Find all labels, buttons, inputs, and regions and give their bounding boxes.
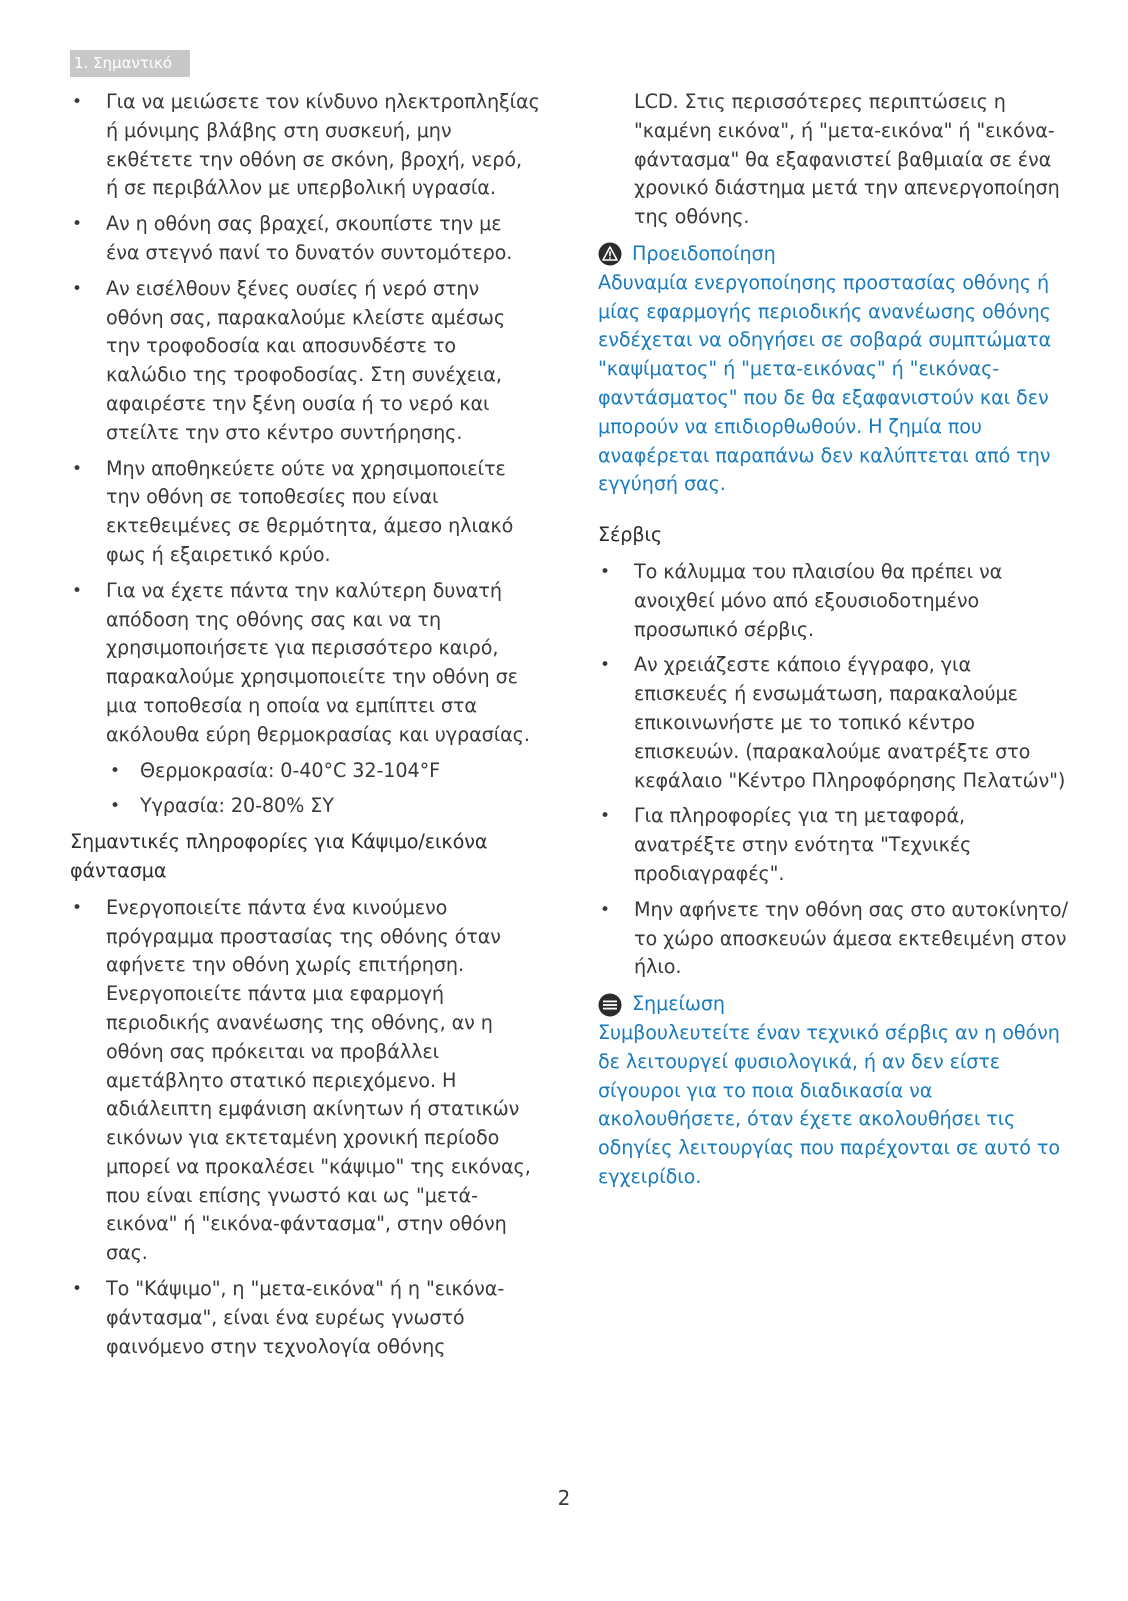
list-item: • Για να μειώσετε τον κίνδυνο ηλεκτροπληξίας ή μόνιμης βλάβης στη συσκευή, μην εκθέτετε την οθόνη σε σκόνη, βροχή, νερό, ή σε περιβάλλον με υπερβολική υγρασία.: [70, 88, 540, 203]
list-item: • Για πληροφορίες για τη μεταφορά, ανατρέξτε στην ενότητα "Τεχνικές προδιαγραφές".: [598, 802, 1068, 888]
page-number: 2: [557, 1486, 571, 1510]
note-title: [598, 990, 1068, 1019]
list-item: • Ενεργοποιείτε πάντα ένα κινούμενο πρόγραμμα προστασίας της οθόνης όταν αφήνετε την οθόνη χωρίς επιτήρηση. Ενεργοποιείτε πάντα μια εφαρμογή περιοδικής ανανέωσης της οθόνης, αν η οθόνη σας πρόκειται να προβάλλει αμετάβλητο στατικό περιεχόμενο. Η αδιάλειπτη εμφάνιση ακίνητων ή στατικών εικόνων για εκτεταμένη χρονική περίοδο μπορεί να προκαλέσει "κάψιμο" της εικόνας, που είναι επίσης γνωστό και ως "μετά-εικόνα" ή "εικόνα-φάντασμα", στην οθόνη σας.: [70, 894, 540, 1268]
service-heading: Σέρβις: [598, 523, 663, 547]
safety-list: [70, 88, 540, 750]
warning-title-text: Προειδοποίηση: [632, 241, 776, 265]
service-list: [598, 558, 1068, 982]
sub-list-item: • Θερμοκρασία: 0-40°C 32-104°F: [70, 757, 540, 786]
section-tab: 1. Σημαντικό: [70, 50, 190, 77]
list-item: • Μην αποθηκεύετε ούτε να χρησιμοποιείτε την οθόνη σε τοποθεσίες που είναι εκτεθειμένες σε θερμότητα, άμεσο ηλιακό φως ή εξαιρετικό κρύο.: [70, 455, 540, 570]
right-column: [598, 88, 1068, 1192]
burnin-continuation: LCD. Στις περισσότερες περιπτώσεις η "καμένη εικόνα", ή "μετα-εικόνα" ή "εικόνα-φάντασμα" θα εξαφανιστεί βαθμιαία σε ένα χρονικό διάστημα μετά την απενεργοποίηση της οθόνης.: [634, 90, 1060, 229]
list-item: • Το "Κάψιμο", η "μετα-εικόνα" ή η "εικόνα-φάντασμα", είναι ένα ευρέως γνωστό φαινόμενο στην τεχνολογία οθόνης: [70, 1275, 540, 1361]
list-item: [70, 577, 540, 750]
warning-title: [598, 240, 1068, 269]
burnin-heading: Σημαντικές πληροφορίες για Κάψιμο/εικόνα φάντασμα: [70, 830, 488, 882]
warning-triangle-icon: [598, 242, 622, 266]
sub-list-item: • Υγρασία: 20-80% ΣΥ: [70, 792, 540, 821]
note-title-text: Σημείωση: [632, 992, 725, 1016]
list-item-text: Για να έχετε πάντα την καλύτερη δυνατή απόδοση της οθόνης σας και να τη χρησιμοποιήσετε για περισσότερο καιρό, παρακαλούμε χρησιμοποιείτε την οθόνη σε μια τοποθεσία η οποία να εμπίπτει στα ακόλουθα εύρη θερμοκρασίας και υγρασίας.: [106, 578, 530, 746]
conditions-sublist: [70, 757, 540, 822]
note-body: Συμβουλευτείτε έναν τεχνικό σέρβις αν η οθόνη δε λειτουργεί φυσιολογικά, ή αν δεν είστε σίγουροι για το ποια διαδικασία να ακολουθήσετε, όταν έχετε ακολουθήσει τις οδηγίες λειτουργίας που παρέχονται σε αυτό το εγχειρίδιο.: [598, 1020, 1061, 1188]
note-icon: [598, 993, 622, 1017]
list-item: • Μην αφήνετε την οθόνη σας στο αυτοκίνητο/το χώρο αποσκευών άμεσα εκτεθειμένη στον ήλιο.: [598, 896, 1068, 982]
left-column: [70, 88, 540, 1368]
list-item: • Αν χρειάζεστε κάποιο έγγραφο, για επισκευές ή ενσωμάτωση, παρακαλούμε επικοινωνήστε με το τοπικό κέντρο επισκευών. (παρακαλούμε ανατρέξτε στο κεφάλαιο "Κέντρο Πληροφόρησης Πελατών"): [598, 651, 1068, 795]
list-item: • Αν εισέλθουν ξένες ουσίες ή νερό στην οθόνη σας, παρακαλούμε κλείστε αμέσως την τροφοδοσία και αποσυνδέστε το καλώδιο της τροφοδοσίας. Στη συνέχεια, αφαιρέστε την ξένη ουσία ή το νερό και στείλτε την στο κέντρο συντήρησης.: [70, 275, 540, 448]
list-item: • Αν η οθόνη σας βραχεί, σκουπίστε την με ένα στεγνό πανί το δυνατόν συντομότερο.: [70, 210, 540, 268]
burnin-list: [70, 894, 540, 1362]
list-item: • Το κάλυμμα του πλαισίου θα πρέπει να ανοιχθεί μόνο από εξουσιοδοτημένο προσωπικό σέρβις.: [598, 558, 1068, 644]
warning-body: Αδυναμία ενεργοποίησης προστασίας οθόνης ή μίας εφαρμογής περιοδικής ανανέωσης οθόνης ενδέχεται να οδηγήσει σε σοβαρά συμπτώματα "καψίματος" ή "μετα-εικόνας" ή "εικόνας-φαντάσματος" που δε θα εξαφανιστούν και δεν μπορούν να επιδιορθωθούν. Η ζημία που αναφέρεται παραπάνω δεν καλύπτεται από την εγγύησή σας.: [598, 270, 1052, 496]
